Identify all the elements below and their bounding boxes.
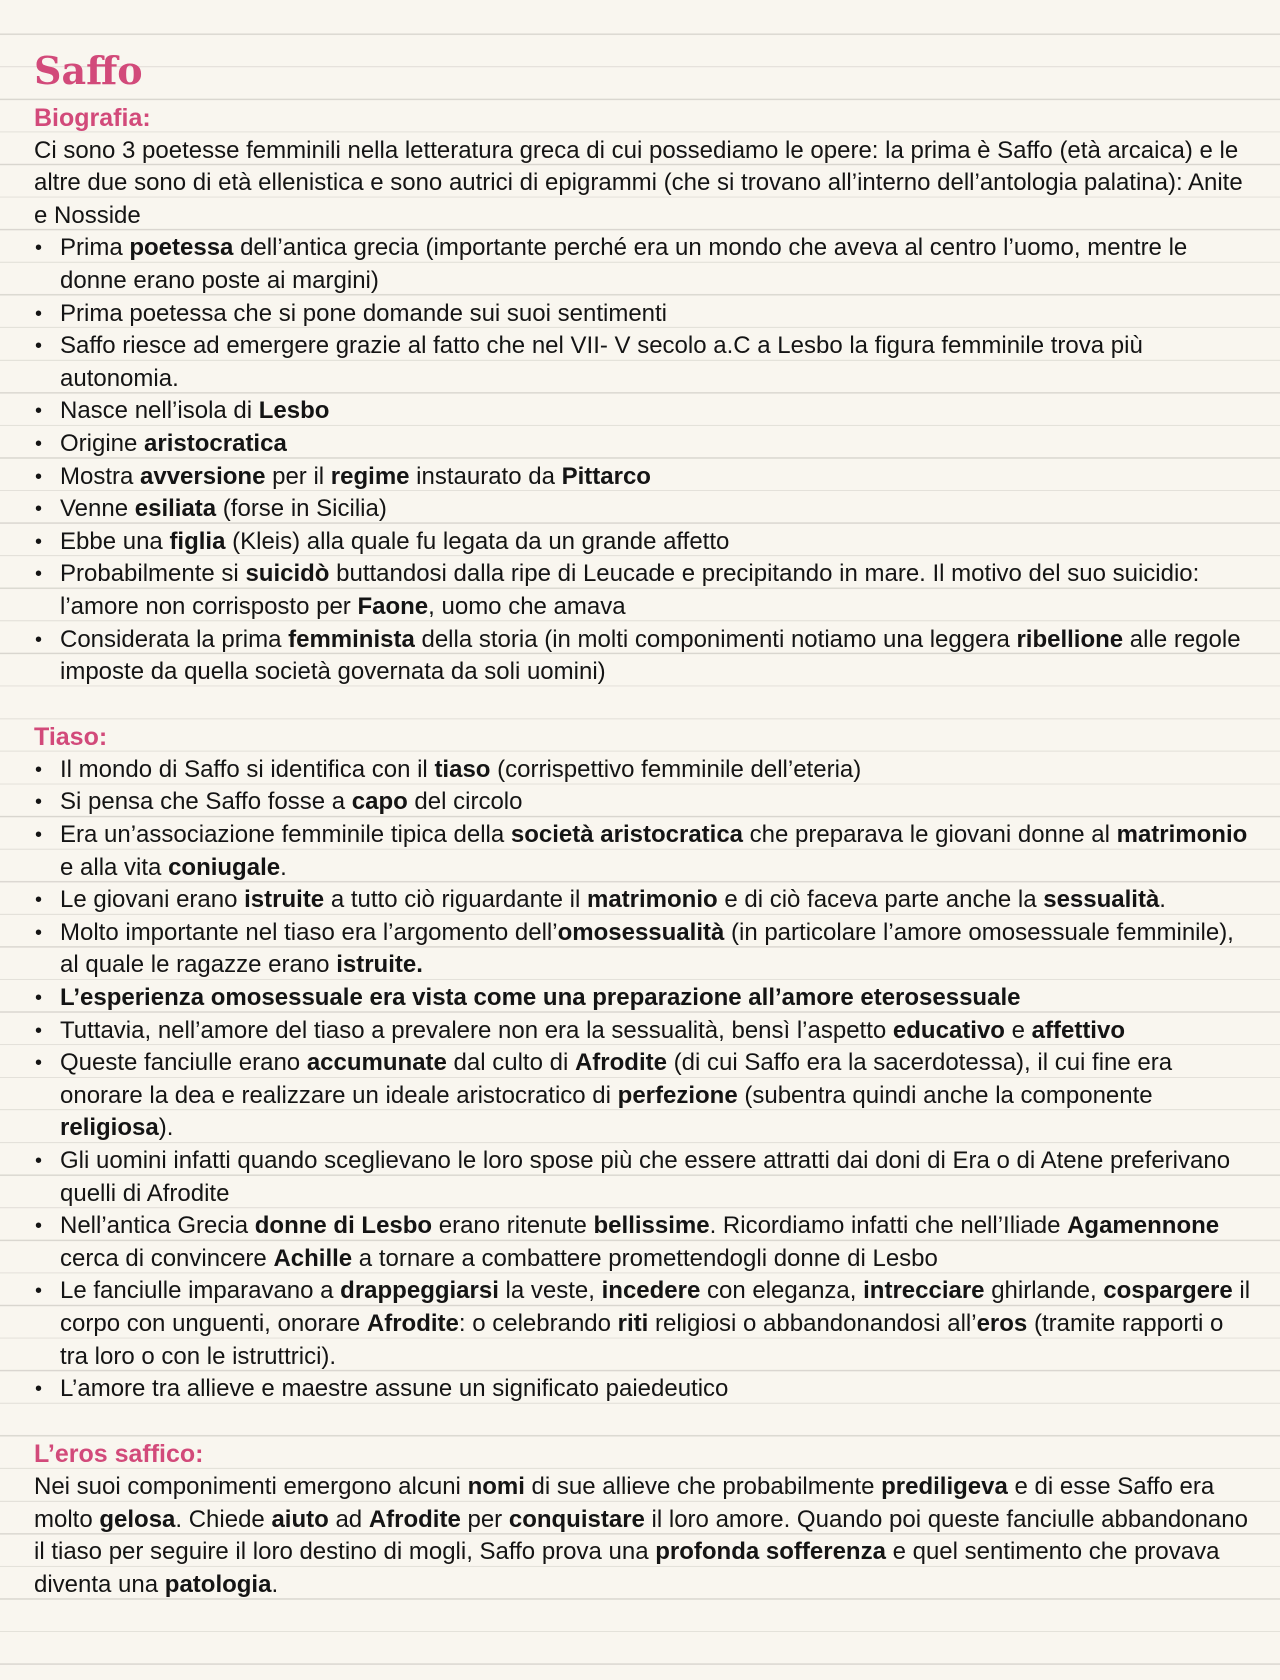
bold-text: conquistare (508, 1505, 645, 1533)
bullet-item (34, 1373, 1256, 1406)
eros-paragraph (34, 1471, 1256, 1601)
bold-text: Pittarco (561, 462, 651, 490)
text-run: . Chiede (175, 1505, 272, 1533)
text-run: (forse in Sicilia) (216, 495, 387, 523)
bullet-item (34, 493, 1256, 526)
text-run: Nell’antica Grecia (60, 1212, 255, 1240)
text-run: Il mondo di Saffo si identifica con il (60, 755, 435, 783)
bold-text: matrimonio (586, 886, 718, 914)
text-run: . (271, 1570, 279, 1598)
section-heading-tiaso: Tiaso: (34, 723, 108, 752)
text-run: buttandosi dalla ripe di Leucade e precipitando in mare. Il motivo del suo suicidio: l’amore non corrisposto per (60, 560, 1200, 620)
bold-text: aristocratica (144, 429, 287, 457)
text-run: a tornare a combattere promettendogli donne di Lesbo (352, 1244, 938, 1272)
bullet-item (34, 884, 1256, 917)
text-run: ad (328, 1505, 369, 1533)
bullet-item (34, 428, 1256, 461)
bold-text: esiliata (134, 495, 217, 523)
text-run: Origine (60, 429, 145, 457)
text-run: Le fanciulle imparavano a (60, 1277, 341, 1305)
bullet-item (34, 982, 1256, 1015)
bold-text: Afrodite (366, 1309, 459, 1337)
text-run: del circolo (407, 788, 523, 816)
bullet-item (34, 298, 1256, 331)
text-run: la veste, (498, 1277, 602, 1305)
tiaso-list (34, 754, 1256, 1406)
text-run: e (1004, 1016, 1032, 1044)
note-page (34, 40, 1256, 1601)
bullet-item (34, 232, 1256, 297)
text-run: che preparava le giovani donne al (743, 821, 1117, 849)
text-run: (in particolare l’amore omosessuale femminile), al quale le ragazze erano (60, 918, 1234, 979)
bullet-item (34, 786, 1256, 819)
text-run: . Ricordiamo infatti che nell’Iliade (709, 1212, 1068, 1240)
text-run: Ebbe una (60, 527, 170, 555)
text-run: (Kleis) alla quale fu legata da un grande affetto (225, 527, 730, 555)
bold-text: L’esperienza omosessuale era vista come una preparazione all’amore eterosessuale (60, 984, 1021, 1012)
text-run: (subentra quindi anche la componente (737, 1081, 1153, 1109)
text-run: e quel sentimento che provava diventa una (34, 1538, 1220, 1598)
bold-text: femminista (288, 625, 415, 653)
bold-text: accumunate (306, 1049, 447, 1077)
text-run: per il (265, 462, 331, 490)
section-biografia (34, 102, 1256, 689)
bold-text: cospargere (1103, 1277, 1233, 1305)
section-eros (34, 1438, 1256, 1601)
text-run: di sue allieve che probabilmente (524, 1472, 882, 1500)
bullet-item (34, 1015, 1256, 1048)
text-run: (tramite rapporti o tra loro o con le istruttrici). (60, 1309, 1224, 1370)
bold-text: nomi (467, 1472, 525, 1500)
bold-text: Afrodite (368, 1505, 461, 1533)
bullet-item (34, 526, 1256, 559)
bullet-item (34, 461, 1256, 494)
text-run: Queste fanciulle erano (60, 1049, 307, 1077)
text-run: (corrispettivo femminile dell’eteria) (490, 755, 862, 783)
bullet-item (34, 1047, 1256, 1145)
text-run: L’amore tra allieve e maestre assune un significato paiedeutico (60, 1375, 729, 1403)
text-run: Mostra (60, 462, 141, 490)
bold-text: omosessualità (557, 918, 725, 946)
bold-text: Lesbo (258, 397, 330, 425)
bold-text: figlia (169, 527, 226, 555)
bold-text: tiaso (434, 755, 491, 783)
bold-text: suicidò (245, 560, 330, 588)
text-run: ghirlande, (984, 1277, 1104, 1305)
page-title: Saffo (34, 48, 143, 93)
bullet-item (34, 395, 1256, 428)
text-run: Prima poetessa che si pone domande sui suoi sentimenti (60, 299, 668, 327)
bold-text: matrimonio (1116, 821, 1248, 849)
text-run: . (280, 853, 287, 881)
bold-text: istruite (244, 886, 325, 914)
text-run: a tutto ciò riguardante il (324, 886, 587, 914)
text-run: e di esse Saffo era molto (34, 1472, 1215, 1533)
text-run: Gli uomini infatti quando sceglievano le loro spose più che essere attratti dai doni di Era o di Atene preferivano quelli di Afrodite (60, 1147, 1231, 1207)
biografia-list (34, 232, 1256, 688)
bold-text: Agamennone (1067, 1212, 1220, 1240)
text-run: Prima (60, 234, 130, 262)
text-run: dal culto di (446, 1049, 575, 1077)
bullet-item (34, 558, 1256, 623)
bold-text: drappeggiarsi (340, 1277, 499, 1305)
bullet-item (34, 819, 1256, 884)
bold-text: patologia (164, 1570, 272, 1598)
bold-text: profonda sofferenza (655, 1538, 886, 1566)
bold-text: donne di Lesbo (254, 1212, 433, 1240)
text-run: : o celebrando (458, 1309, 618, 1337)
bold-text: coniugale (168, 853, 281, 881)
bold-text: Afrodite (574, 1049, 667, 1077)
text-run: e alla vita (60, 853, 169, 881)
bold-text: incedere (601, 1277, 701, 1305)
bold-text: istruite. (336, 951, 423, 979)
bold-text: perfezione (617, 1081, 738, 1109)
bold-text: capo (351, 788, 408, 816)
text-run: Le giovani erano (60, 886, 245, 914)
section-spacer (34, 689, 1256, 722)
bold-text: ribellione (1016, 625, 1124, 653)
section-heading-eros: L’eros saffico: (34, 1440, 204, 1469)
text-run: dell’antica grecia (importante perché era un mondo che aveva al centro l’uomo, mentre le donne erano poste ai margini) (60, 234, 1188, 294)
bold-text: bellissime (593, 1212, 710, 1240)
bold-text: riti (617, 1309, 649, 1337)
bold-text: religiosa (60, 1114, 159, 1142)
bold-text: Achille (273, 1244, 353, 1272)
text-run: . (1159, 886, 1166, 914)
text-run: instaurato da (409, 462, 562, 490)
bold-text: gelosa (99, 1505, 176, 1533)
text-run: il loro amore. Quando poi queste fanciulle abbandonano il tiaso per seguire il loro destino di mogli, Saffo prova una (34, 1505, 1248, 1566)
text-run: ). (158, 1114, 174, 1142)
text-run: Nei suoi componimenti emergono alcuni (34, 1472, 468, 1500)
text-run: religiosi o abbandonandosi all’ (648, 1309, 977, 1337)
text-run: della storia (in molti componimenti notiamo una leggera (414, 625, 1017, 653)
bold-text: avversione (140, 462, 266, 490)
text-run: erano ritenute (432, 1212, 594, 1240)
text-run: Molto importante nel tiaso era l’argomento dell’ (60, 918, 558, 946)
bold-text: sessualità (1043, 886, 1160, 914)
biografia-intro (34, 135, 1256, 233)
text-run: cerca di convincere (60, 1244, 274, 1272)
bullet-item (34, 1275, 1256, 1373)
section-tiaso (34, 721, 1256, 1405)
text-run: Nasce nell’isola di (60, 397, 259, 425)
bold-text: educativo (892, 1016, 1005, 1044)
bullet-item (34, 754, 1256, 787)
text-run: il corpo con unguenti, onorare (60, 1277, 1251, 1337)
text-run: Saffo riesce ad emergere grazie al fatto che nel VII- V secolo a.C a Lesbo la figura femminile trova più autonomia. (60, 332, 1143, 392)
text-run: alle regole imposte da quella società governata da soli uomini) (60, 625, 1241, 686)
section-spacer (34, 1406, 1256, 1439)
bold-text: intrecciare (863, 1277, 985, 1305)
bullet-item (34, 1145, 1256, 1210)
bold-text: aiuto (271, 1505, 329, 1533)
text-run: (di cui Saffo era la sacerdotessa), il cui fine era onorare la dea e realizzare un ideale aristocratico di (60, 1049, 1173, 1109)
bullet-item (34, 330, 1256, 395)
bold-text: prediligeva (881, 1472, 1008, 1500)
bullet-item (34, 624, 1256, 689)
text-run: e di ciò faceva parte anche la (717, 886, 1044, 914)
bold-text: poetessa (129, 234, 234, 262)
text-run: Si pensa che Saffo fosse a (60, 788, 352, 816)
bold-text: affettivo (1031, 1016, 1125, 1044)
text-run: Ci sono 3 poetesse femminili nella letteratura greca di cui possediamo le opere: la prima è Saffo (età arcaica) e le altre due sono di età ellenistica e sono autrici di epigrammi (che si trovano all’interno dell’antologia palatina): Anite e Nosside (34, 136, 1243, 229)
section-heading-biografia: Biografia: (34, 104, 151, 132)
text-run: Era un’associazione femminile tipica della (60, 821, 511, 849)
text-run: Venne (60, 495, 135, 523)
text-run: Probabilmente si (60, 560, 246, 588)
text-run: , uomo che amava (428, 592, 626, 620)
bold-text: eros (976, 1309, 1028, 1337)
bold-text: Faone (357, 592, 429, 620)
text-run: Considerata la prima (60, 625, 289, 653)
bold-text: società aristocratica (510, 821, 744, 849)
bold-text: regime (330, 462, 410, 490)
bullet-item (34, 917, 1256, 982)
text-run: Tuttavia, nell’amore del tiaso a prevalere non era la sessualità, bensì l’aspetto (60, 1016, 893, 1044)
bullet-item (34, 1210, 1256, 1275)
text-run: per (460, 1505, 509, 1533)
text-run: con eleganza, (700, 1277, 864, 1305)
